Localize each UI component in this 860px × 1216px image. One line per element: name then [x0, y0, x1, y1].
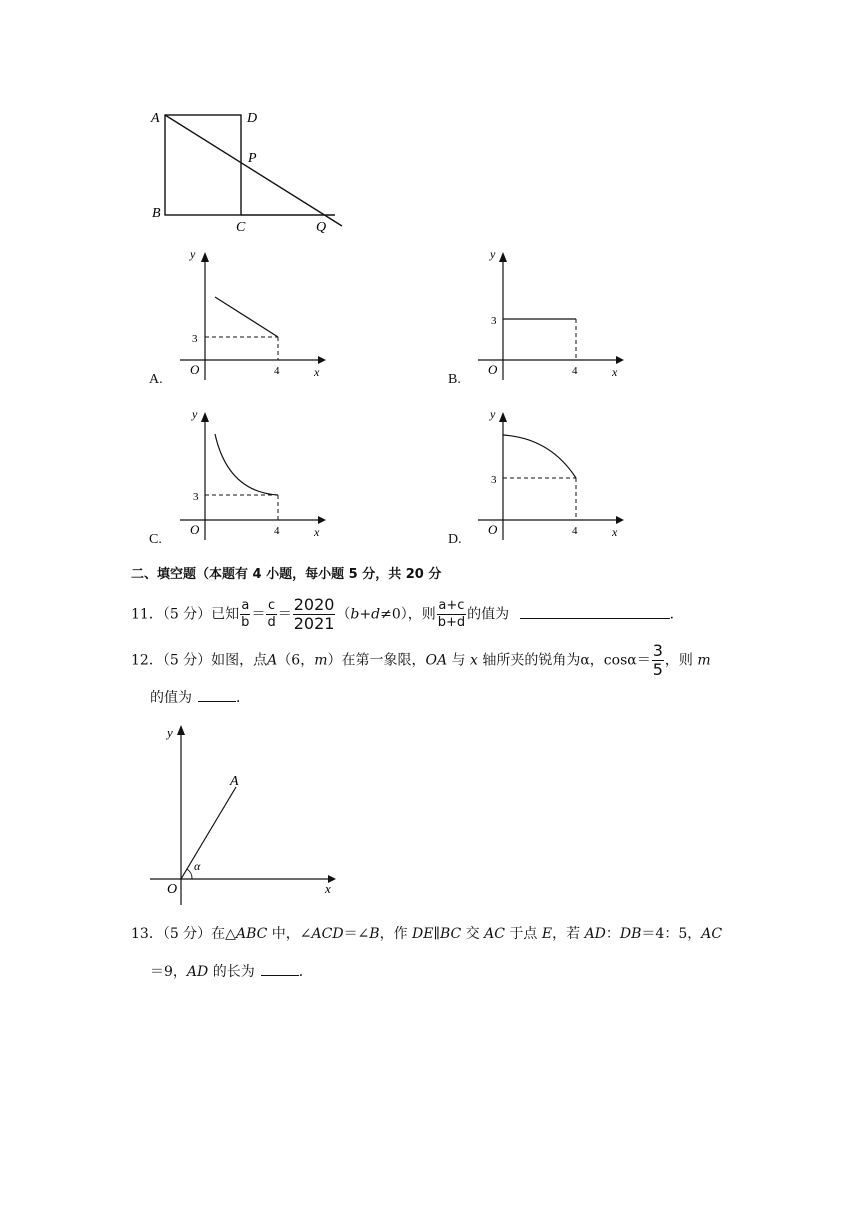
origin-label: O: [488, 522, 498, 537]
answer-blank-11[interactable]: [520, 606, 670, 619]
graph-line: [215, 297, 278, 337]
option-d-label: D.: [448, 532, 462, 547]
ray-oa: [181, 787, 236, 879]
line-aq: [165, 115, 342, 226]
label-d: D: [247, 111, 258, 126]
option-b-graph: [468, 240, 628, 380]
y-axis-arrow: [499, 412, 507, 422]
option-b-label: B.: [448, 372, 461, 387]
y-label: y: [490, 407, 496, 421]
option-c-label: C.: [149, 532, 162, 547]
y-axis-arrow: [177, 725, 185, 735]
origin-label: O: [190, 362, 200, 377]
question-12: 12．（5 分）如图，点A（6，m）在第一象限，OA 与 x 轴所夹的锐角为α，cosα＝ $\frac{3}{5}$ ，则 m: [131, 641, 711, 679]
tick-x-label: 4: [274, 525, 280, 537]
option-d-graph: [468, 400, 628, 540]
x-label: x: [314, 525, 320, 539]
label-b: B: [152, 206, 161, 221]
tick-x-label: 4: [572, 525, 578, 537]
y-axis-arrow: [201, 252, 209, 262]
y-axis-arrow: [201, 412, 209, 422]
question-11: 11．（5 分）已知 $\frac{a}{b}$ ＝ $\frac{c}{d}$ ＝ $\frac{2020}{2021}$ （b+d≠0），则 $\frac{a+c}{b+d}$ 的值为 ．: [131, 595, 684, 633]
x-axis-arrow: [318, 356, 326, 364]
option-a-label: A.: [149, 372, 163, 387]
tick-y-label: 3: [193, 491, 199, 503]
point-a-label: A: [230, 774, 239, 789]
tick-x-label: 4: [572, 365, 578, 377]
tick-x-label: 4: [274, 365, 280, 377]
square-figure: [140, 100, 360, 240]
x-axis-arrow: [318, 516, 326, 524]
tick-y-label: 3: [192, 333, 198, 345]
fraction-c-d: $\frac{c}{d}$: [267, 598, 276, 630]
angle-alpha-label: α: [194, 859, 201, 873]
angle-arc: [187, 869, 192, 879]
fraction-3-5: $\frac{3}{5}$: [652, 641, 663, 679]
tick-y-label: 3: [491, 315, 497, 327]
label-q: Q: [316, 220, 327, 235]
question-12-line2: 的值为 ．: [150, 690, 250, 706]
option-c-graph: [170, 400, 330, 540]
origin-label: O: [167, 882, 178, 897]
label-a: A: [151, 111, 160, 126]
y-axis-arrow: [499, 252, 507, 262]
fraction-2020-2021: $\frac{2020}{2021}$: [293, 595, 335, 633]
q12-figure: [140, 715, 350, 910]
x-label: x: [612, 365, 618, 379]
x-label: x: [612, 525, 618, 539]
square-abcd: [165, 115, 241, 215]
fraction-a-b: $\frac{a}{b}$: [241, 598, 250, 630]
fraction-ac-bd: $\frac{a+c}{b+d}$: [437, 598, 466, 630]
origin-label: O: [488, 362, 498, 377]
y-label: y: [167, 725, 173, 740]
origin-label: O: [190, 522, 200, 537]
x-axis-arrow: [616, 356, 624, 364]
y-label: y: [190, 247, 196, 261]
graph-curve: [215, 434, 278, 495]
question-13: 13．（5 分）在△ABC 中，∠ACD＝∠B，作 DE∥BC 交 AC 于点 E，若 AD：DB＝4：5，AC: [131, 926, 723, 942]
x-label: x: [314, 365, 320, 379]
section-title: 二、填空题（本题有 4 小题，每小题 5 分，共 20 分: [131, 567, 442, 582]
tick-y-label: 3: [491, 474, 497, 486]
option-a-graph: [170, 240, 330, 380]
x-axis-arrow: [616, 516, 624, 524]
q11-prefix: 11．（5 分）已知: [131, 606, 240, 623]
x-label: x: [325, 881, 331, 896]
answer-blank-13[interactable]: [261, 963, 299, 976]
question-13-line2: ＝9，AD 的长为 ．: [150, 964, 313, 980]
graph-curve: [503, 435, 576, 478]
y-label: y: [490, 247, 496, 261]
answer-blank-12[interactable]: [198, 689, 236, 702]
label-p: P: [248, 151, 257, 166]
y-label: y: [192, 407, 198, 421]
label-c: C: [236, 220, 246, 235]
